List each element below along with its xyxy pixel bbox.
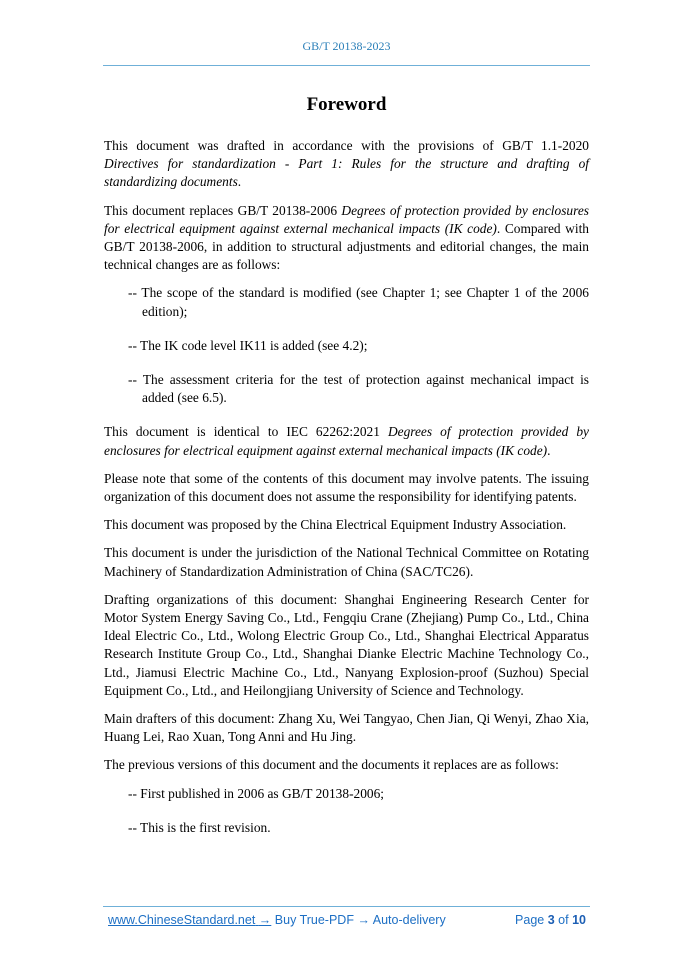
page-title: Foreword [306,94,387,115]
paragraph: The previous versions of this document and the documents it replaces are as follows: [104,757,559,773]
standard-number: GB/T 20138-2023 [302,39,391,53]
list-item: -- First published in 2006 as GB/T 20138-2006; [128,785,385,801]
header-divider [103,65,590,66]
paragraph: This document is under the jurisdiction of the National Technical Committee on Rotating Machinery of Standardization Administration of China (SAC/TC26). [104,545,589,579]
paragraph: This document replaces GB/T 20138-2006 Degrees of protection provided by enclosures for electrical equipment against external mechanical impacts (IK code). Compared with GB/T 20138-2006, in addition to structural adjustments and editorial changes, the main technical changes are as follows: [104,202,589,273]
buy-pdf-link[interactable]: Buy True-PDF → Auto-delivery [274,913,446,927]
arrow-right-icon: → [357,913,370,927]
list-item: -- The IK code level IK11 is added (see 4.2); [128,337,368,353]
list-item: -- The scope of the standard is modified (see Chapter 1; see Chapter 1 of the 2006 edition); [128,285,589,319]
document-header [103,39,590,54]
list-item: -- This is the first revision. [128,819,271,835]
foreword-body [104,137,589,853]
paragraph: Please note that some of the contents of this document may involve patents. The issuing organization of this document does not assume the responsibility for identifying patents. [104,470,589,505]
list-item: -- The assessment criteria for the test of protection against mechanical impact is added (see 6.5). [128,372,589,406]
total-pages: 10 [572,913,586,927]
paragraph: Main drafters of this document: Zhang Xu, Wei Tangyao, Chen Jian, Qi Wenyi, Zhao Xia, Huang Lei, Rao Xuan, Tong Anni and Hu Jing. [104,711,589,745]
paragraph: This document was drafted in accordance with the provisions of GB/T 1.1-2020 Directives for standardization - Part 1: Rules for the structure and drafting of standardizing documents. [104,138,589,190]
footer-divider [103,906,590,907]
site-link[interactable]: www.ChineseStandard.net → [108,913,272,927]
paragraph: Drafting organizations of this document: Shanghai Engineering Research Center for Motor System Energy Saving Co., Ltd., Fengqiu Crane (Zhejiang) Pump Co., Ltd., China Ideal Electric Co., Ltd., Wolong Electric Group Co., Ltd., Shanghai Electrical Apparatus Research Institute Group Co., Ltd., Shanghai Dianke Electric Machine Technology Co., Ltd., Jiamusi Electric Machine Co., Ltd., Nanyang Explosion-proof (Suzhou) Special Equipment Co., Ltd., and Heilongjiang University of Science and Technology. [104,591,589,698]
page-indicator: Page 3 of 10 [515,913,586,927]
current-page: 3 [547,913,555,927]
page-footer [108,913,586,927]
arrow-right-icon: → [258,913,272,927]
paragraph: This document was proposed by the China Electrical Equipment Industry Association. [104,517,567,533]
paragraph: This document is identical to IEC 62262:2021 Degrees of protection provided by enclosures for electrical equipment against external mechanical impacts (IK code). [104,424,589,458]
